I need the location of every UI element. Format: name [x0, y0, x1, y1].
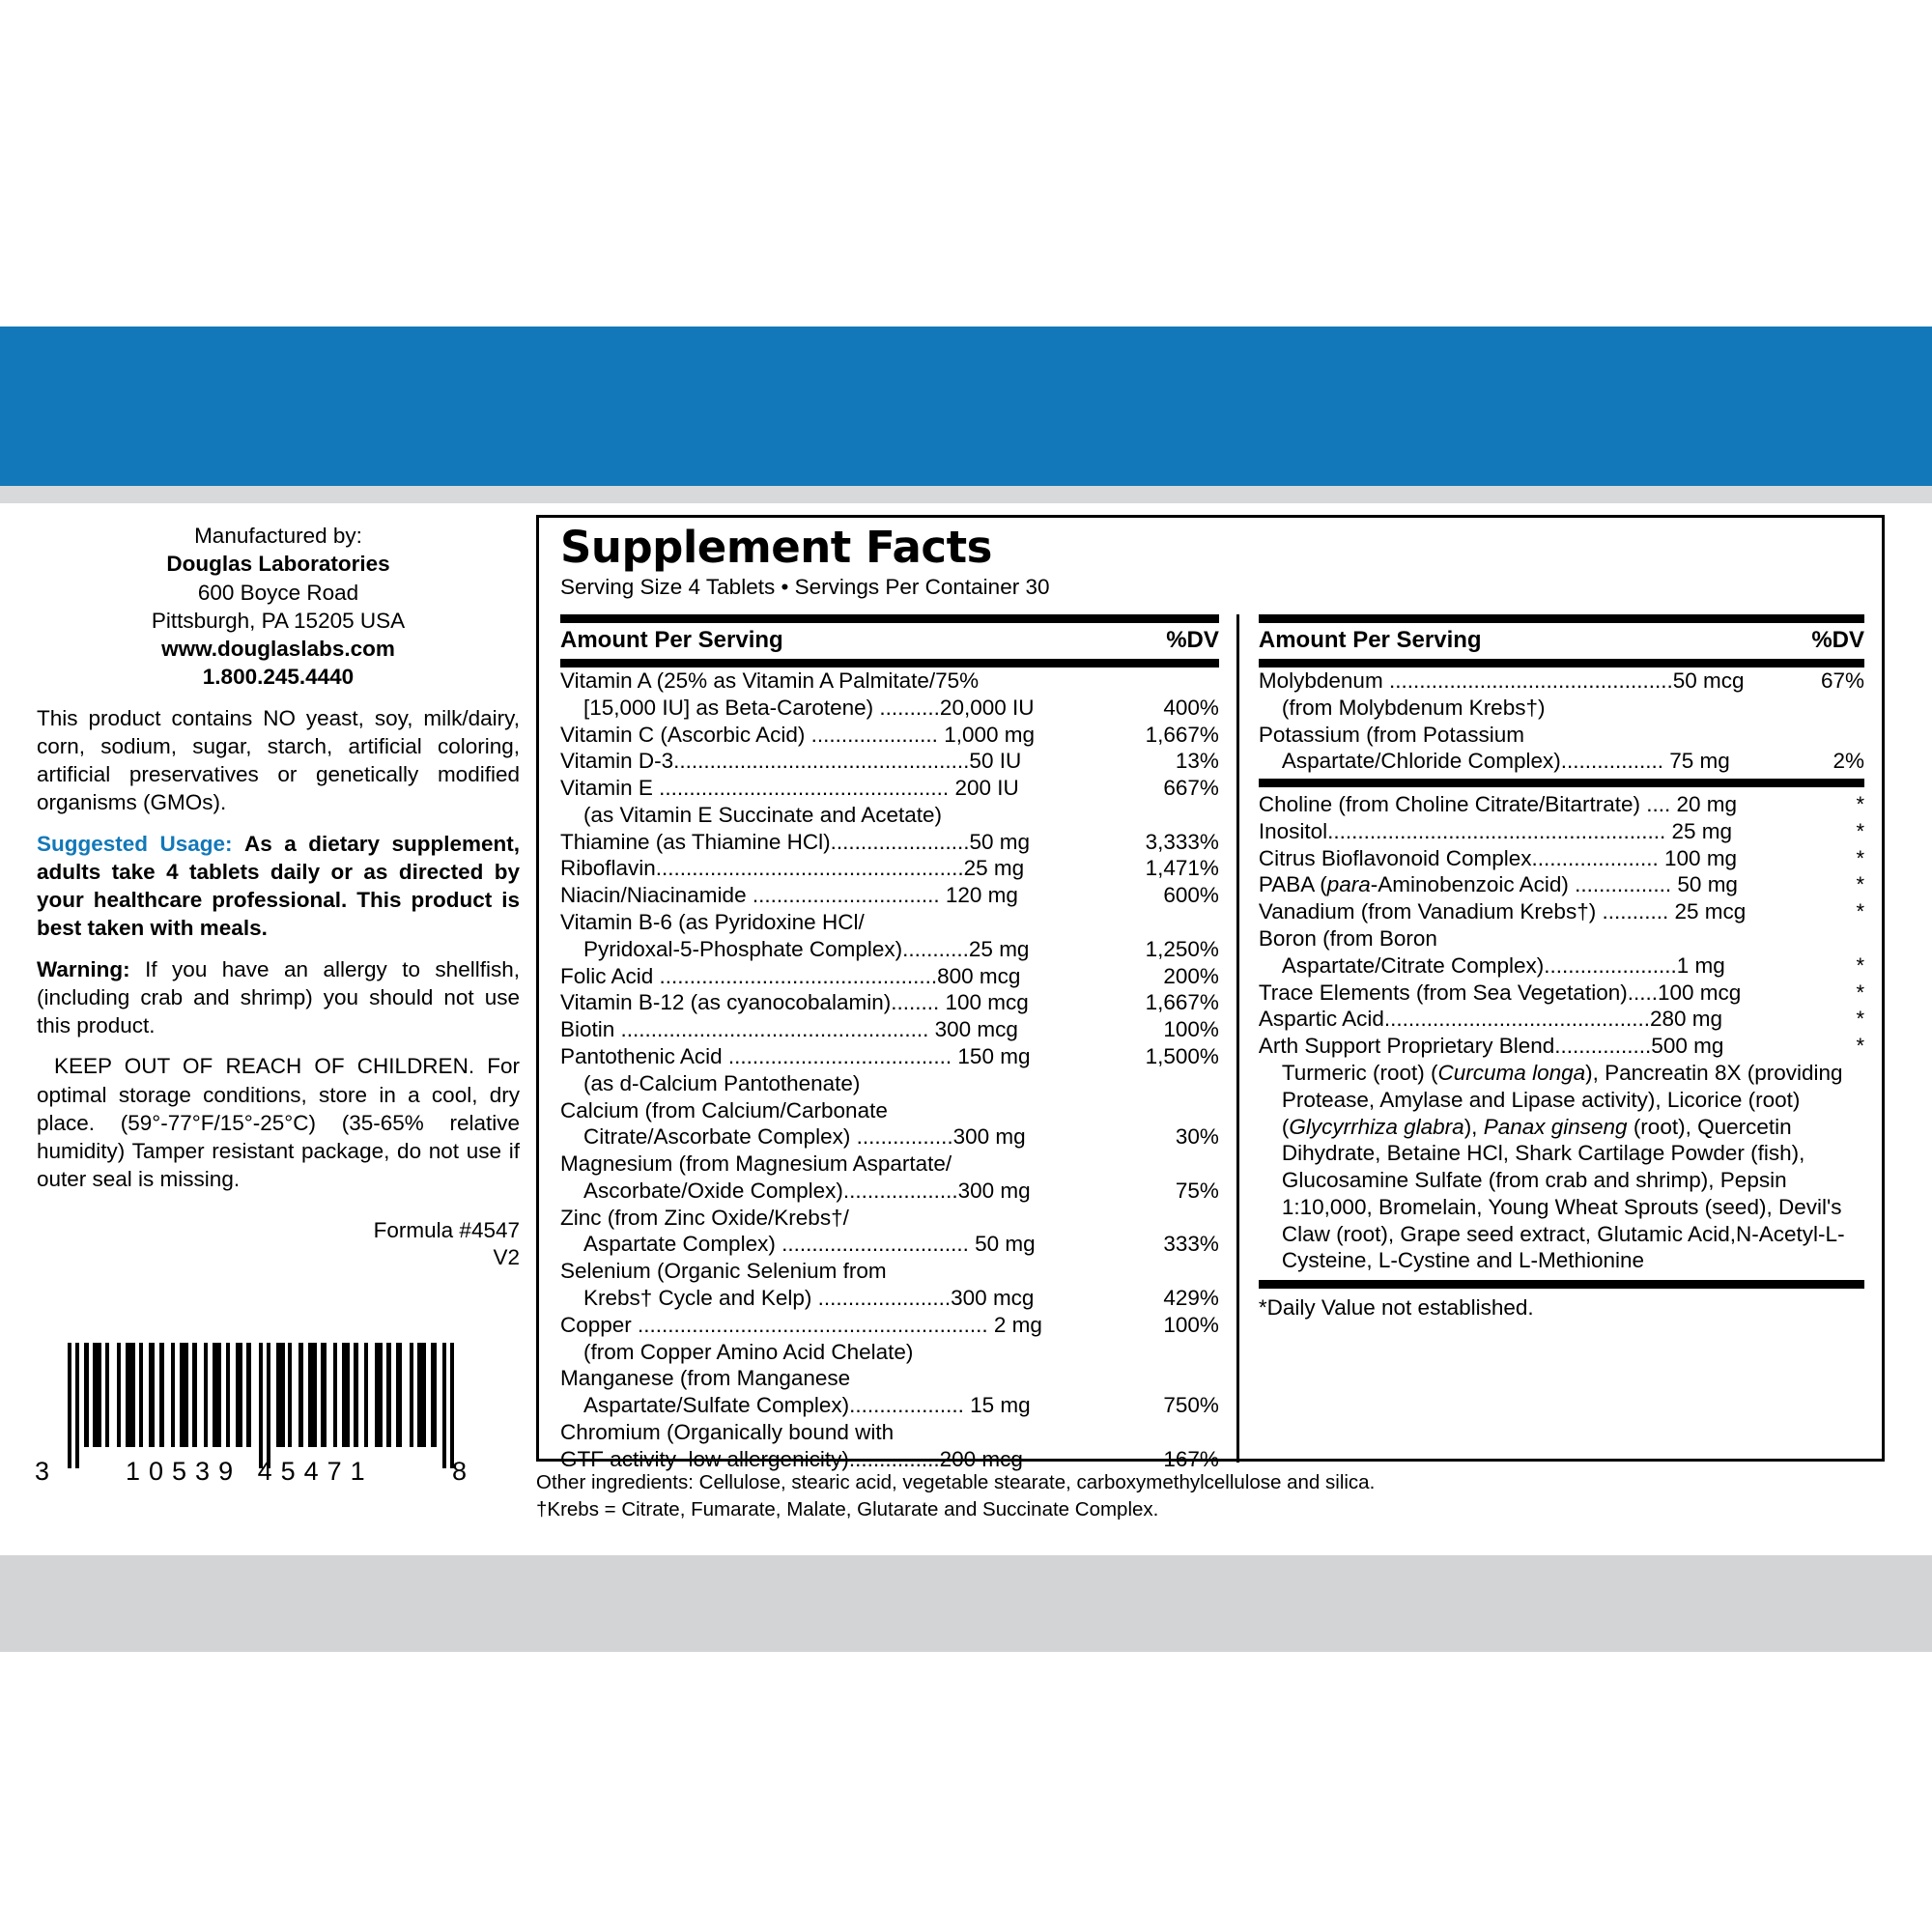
- nutrient-name: Vitamin A (25% as Vitamin A Palmitate/75%: [560, 668, 980, 693]
- dv-header-right: %DV: [1811, 627, 1864, 653]
- nutrient-row: [1259, 668, 1864, 695]
- grey-divider-bottom: [0, 1555, 1932, 1652]
- facts-columns: [539, 614, 1882, 1471]
- nutrient-name: GTF activity–low allergenicity)...............200 mcg: [560, 1446, 1023, 1471]
- nutrient-dv: 1,500%: [1145, 1043, 1219, 1068]
- nutrient-row: [560, 695, 1219, 722]
- barcode-bars: [68, 1343, 454, 1447]
- address-line-1: 600 Boyce Road: [197, 580, 359, 605]
- warning-text: If you have an allergy to shellfish, (including crab and shrimp) you should not use this product.: [37, 956, 520, 1037]
- nutrient-name: Aspartate Complex) ............................... 50 mg: [583, 1232, 1036, 1257]
- nutrient-name: Vitamin C (Ascorbic Acid) ..................... 1,000 mg: [560, 722, 1036, 747]
- amount-per-serving-header: Amount Per Serving: [560, 627, 783, 653]
- other-ingredients: Other ingredients: Cellulose, stearic acid, vegetable stearate, carboxymethylcellulose and silica.: [536, 1471, 1376, 1493]
- facts-list-right-group-1: [1259, 668, 1864, 775]
- nutrient-dv: 100%: [1163, 1017, 1219, 1042]
- nutrient-dv: *: [1856, 1034, 1864, 1059]
- nutrient-name: Boron (from Boron: [1258, 926, 1437, 952]
- nutrient-name: Copper .......................................................... 2 mg: [560, 1312, 1042, 1337]
- nutrient-name: Vanadium (from Vanadium Krebs†) ........... 25 mcg: [1258, 899, 1747, 924]
- nutrient-dv: *: [1856, 845, 1864, 870]
- nutrient-name: Aspartic Acid............................................280 mg: [1258, 1007, 1723, 1032]
- amount-per-serving-header-right: Amount Per Serving: [1258, 627, 1482, 653]
- nutrient-dv: 1,250%: [1145, 936, 1219, 961]
- nutrient-name: Vitamin B-6 (as Pyridoxine HCl/: [560, 910, 865, 935]
- nutrient-dv: 67%: [1820, 668, 1864, 693]
- nutrient-name: Citrus Bioflavonoid Complex..................... 100 mg: [1258, 845, 1738, 870]
- dv-header: %DV: [1166, 627, 1219, 653]
- nutrient-name: Aspartate/Sulfate Complex)................... 15 mg: [583, 1393, 1031, 1418]
- nutrient-row: [1259, 925, 1864, 952]
- nutrient-row: [1259, 952, 1864, 980]
- nutrient-row: [560, 1016, 1219, 1043]
- rule-mid-right: [1259, 779, 1864, 787]
- nutrient-row: [560, 855, 1219, 882]
- nutrient-dv: *: [1856, 792, 1864, 817]
- nutrient-dv: *: [1856, 980, 1864, 1005]
- nutrient-name: Chromium (Organically bound with: [560, 1419, 895, 1444]
- nutrient-dv: *: [1856, 899, 1864, 924]
- nutrient-row: [560, 1231, 1219, 1258]
- nutrient-name: Zinc (from Zinc Oxide/Krebs†/: [560, 1205, 849, 1230]
- nutrient-dv: 167%: [1163, 1446, 1219, 1471]
- facts-header-right: [1259, 623, 1864, 659]
- nutrient-name: Biotin ................................................... 300 mcg: [560, 1017, 1018, 1042]
- nutrient-name: Pantothenic Acid ..................................... 150 mg: [560, 1043, 1031, 1068]
- manufacturer-panel: [37, 522, 520, 1271]
- nutrient-dv: 100%: [1163, 1312, 1219, 1337]
- nutrient-name: PABA (para-Aminobenzoic Acid) ................ 50 mg: [1258, 872, 1738, 897]
- nutrient-row: [560, 668, 1219, 695]
- nutrient-row: [560, 748, 1219, 775]
- nutrient-row: [560, 775, 1219, 802]
- suggested-usage-heading: Suggested Usage:: [37, 831, 233, 856]
- nutrient-name: Selenium (Organic Selenium from: [560, 1259, 887, 1284]
- rule-thick-right-2: [1259, 659, 1864, 668]
- nutrient-row: [560, 1258, 1219, 1285]
- nutrient-row: [560, 802, 1219, 829]
- nutrient-dv: 750%: [1163, 1393, 1219, 1418]
- nutrient-row: [560, 1178, 1219, 1205]
- nutrient-name: Riboflavin...................................................25 mg: [560, 856, 1025, 881]
- ingredients-footnotes: [536, 1469, 1889, 1522]
- manufactured-by-label: Manufactured by:: [194, 524, 362, 548]
- nutrient-row: [560, 1312, 1219, 1339]
- serving-size-line: Serving Size 4 Tablets • Servings Per Container 30: [560, 575, 1050, 599]
- nutrient-dv: 1,667%: [1145, 722, 1219, 747]
- nutrient-dv: 667%: [1163, 776, 1219, 801]
- barcode-left-digit: 3: [35, 1457, 51, 1486]
- nutrient-dv: 400%: [1163, 695, 1219, 720]
- facts-column-left: [539, 614, 1236, 1471]
- formula-version: V2: [493, 1244, 520, 1269]
- nutrient-name: Aspartate/Chloride Complex)................. 75 mg: [1281, 749, 1730, 774]
- warning-heading: Warning:: [37, 956, 130, 981]
- nutrient-name: (from Molybdenum Krebs†): [1281, 695, 1546, 720]
- nutrient-row: [560, 1070, 1219, 1097]
- barcode-main-digits: 10539 45471: [126, 1457, 374, 1486]
- nutrient-row: [560, 1365, 1219, 1392]
- nutrient-dv: *: [1856, 952, 1864, 978]
- facts-list-left: [560, 668, 1219, 1472]
- nutrient-name: Krebs† Cycle and Kelp) ......................300 mcg: [583, 1285, 1035, 1310]
- nutrient-name: (as d-Calcium Pantothenate): [583, 1070, 861, 1095]
- nutrient-dv: 30%: [1175, 1124, 1219, 1150]
- nutrient-dv: 429%: [1163, 1285, 1219, 1310]
- nutrient-dv: 1,667%: [1145, 990, 1219, 1015]
- nutrient-row: [560, 909, 1219, 936]
- nutrient-name: Vitamin B-12 (as cyanocobalamin)........ 100 mcg: [560, 990, 1029, 1015]
- nutrient-name: Niacin/Niacinamide ............................... 120 mg: [560, 883, 1018, 908]
- rule-thick-left: [560, 614, 1219, 623]
- nutrient-name: Pyridoxal-5-Phosphate Complex)...........25 mg: [583, 936, 1030, 961]
- nutrient-dv: *: [1856, 872, 1864, 897]
- nutrient-name: Folic Acid ..............................................800 mcg: [560, 963, 1021, 988]
- nutrient-name: Choline (from Choline Citrate/Bitartrate) .... 20 mg: [1258, 792, 1738, 817]
- nutrient-name: Aspartate/Citrate Complex)......................1 mg: [1281, 952, 1725, 978]
- nutrient-name: Citrate/Ascorbate Complex) ................300 mg: [583, 1124, 1026, 1150]
- grey-divider-top: [0, 486, 1932, 503]
- nutrient-row: [560, 1392, 1219, 1419]
- company-name: Douglas Laboratories: [166, 552, 390, 577]
- nutrient-dv: *: [1856, 1007, 1864, 1032]
- nutrient-name: Thiamine (as Thiamine HCl).......................50 mg: [560, 829, 1030, 854]
- phone-number[interactable]: 1.800.245.4440: [202, 665, 355, 690]
- rule-thick-left-2: [560, 659, 1219, 668]
- nutrient-row: [1259, 980, 1864, 1007]
- nutrient-row: [1259, 791, 1864, 818]
- nutrient-row: [560, 1043, 1219, 1070]
- rule-thick-right: [1259, 614, 1864, 623]
- warning-block: [37, 955, 520, 1040]
- nutrient-row: [1259, 722, 1864, 749]
- nutrient-row: [560, 1151, 1219, 1178]
- address-line-2: Pittsburgh, PA 15205 USA: [151, 608, 406, 633]
- nutrient-row: [1259, 818, 1864, 845]
- nutrient-row: [560, 1339, 1219, 1366]
- brand-color-band: [0, 327, 1932, 486]
- nutrient-row: [560, 1097, 1219, 1124]
- website-link[interactable]: www.douglaslabs.com: [161, 637, 395, 661]
- formula-number: Formula #4547: [373, 1217, 520, 1242]
- krebs-note: †Krebs = Citrate, Fumarate, Malate, Glutarate and Succinate Complex.: [536, 1497, 1159, 1520]
- nutrient-name: [15,000 IU] as Beta-Carotene) ..........20,000 IU: [583, 695, 1035, 720]
- barcode: [19, 1343, 502, 1497]
- formula-block: [37, 1217, 520, 1271]
- nutrient-dv: 3,333%: [1145, 829, 1219, 854]
- proprietary-blend-ingredients: Turmeric (root) (Curcuma longa), Pancreatin 8X (providing Protease, Amylase and Lipase activity), Licorice (root) (Glycyrrhiza glabra), Panax ginseng (root), Quercetin Dihydrate, Betaine HCl, Shark Cartilage Powder (fish), Glucosamine Sulfate (from crab and shrimp), Pepsin 1:10,000, Bromelain, Young Wheat Sprouts (seed), Devil's Claw (root), Grape seed extract, Glutamic Acid,N-Acetyl-L-Cysteine, L-Cystine and L-Methionine: [1281, 1060, 1845, 1273]
- nutrient-dv: 1,471%: [1145, 856, 1219, 881]
- nutrient-row: [560, 882, 1219, 909]
- nutrient-row: [1259, 845, 1864, 872]
- nutrient-dv: *: [1856, 818, 1864, 843]
- free-of-statement: This product contains NO yeast, soy, milk/dairy, corn, sodium, sugar, starch, artificial coloring, artificial preservatives or genetically modified organisms (GMOs).: [37, 705, 520, 815]
- suggested-usage-block: [37, 830, 520, 943]
- nutrient-name: Potassium (from Potassium: [1258, 722, 1524, 747]
- daily-value-note: *Daily Value not established.: [1258, 1295, 1534, 1321]
- nutrient-row: [560, 1285, 1219, 1312]
- nutrient-dv: 333%: [1163, 1232, 1219, 1257]
- nutrient-row: [1259, 1006, 1864, 1033]
- nutrient-row: [560, 1205, 1219, 1232]
- facts-header-left: [560, 623, 1219, 659]
- facts-list-right-group-2: [1259, 791, 1864, 1274]
- supplement-facts-title: Supplement Facts: [560, 522, 992, 573]
- nutrient-row: [1259, 1033, 1864, 1060]
- nutrient-name: Magnesium (from Magnesium Aspartate/: [560, 1151, 952, 1177]
- nutrient-name: Calcium (from Calcium/Carbonate: [560, 1097, 888, 1122]
- nutrient-name: Inositol........................................................ 25 mg: [1258, 818, 1733, 843]
- supplement-facts-panel: [536, 515, 1885, 1471]
- nutrient-dv: 200%: [1163, 963, 1219, 988]
- rule-thick-right-footer: [1259, 1280, 1864, 1289]
- nutrient-row: [560, 936, 1219, 963]
- nutrient-row: [560, 1123, 1219, 1151]
- nutrient-row: [1259, 695, 1864, 722]
- nutrient-dv: 13%: [1175, 749, 1219, 774]
- suggested-usage-text: As a dietary supplement, adults take 4 tablets daily or as directed by your healthcare professional. This product is best taken with meals.: [37, 831, 520, 941]
- nutrient-row: [560, 829, 1219, 856]
- facts-column-right: [1236, 614, 1882, 1463]
- nutrient-name: (as Vitamin E Succinate and Acetate): [583, 802, 943, 827]
- nutrient-dv: 2%: [1833, 749, 1864, 774]
- nutrient-name: Trace Elements (from Sea Vegetation).....100 mcg: [1258, 980, 1742, 1005]
- nutrient-name: Molybdenum ...............................................50 mcg: [1258, 668, 1745, 693]
- nutrient-name: Ascorbate/Oxide Complex)...................300 mg: [583, 1178, 1031, 1203]
- nutrient-row: [560, 1419, 1219, 1446]
- nutrient-row: [1259, 898, 1864, 925]
- nutrient-dv: 600%: [1163, 883, 1219, 908]
- nutrient-name: Manganese (from Manganese: [560, 1366, 851, 1391]
- storage-text: KEEP OUT OF REACH OF CHILDREN. For optimal storage conditions, store in a cool, dry place. (59°-77°F/15°-25°C) (35-65% relative humidity) Tamper resistant package, do not use if outer seal is missing.: [37, 1054, 520, 1192]
- nutrient-row: [560, 722, 1219, 749]
- nutrient-dv: 75%: [1175, 1178, 1219, 1203]
- nutrient-name: Arth Support Proprietary Blend................500 mg: [1258, 1034, 1724, 1059]
- nutrient-row: [1259, 871, 1864, 898]
- nutrient-row: [1259, 748, 1864, 775]
- nutrient-row: [560, 963, 1219, 990]
- nutrient-name: (from Copper Amino Acid Chelate): [583, 1339, 914, 1364]
- nutrient-row: [560, 989, 1219, 1016]
- nutrient-name: Vitamin E ................................................ 200 IU: [560, 776, 1019, 801]
- nutrient-name: Vitamin D-3.................................................50 IU: [560, 749, 1022, 774]
- barcode-right-digit: 8: [452, 1457, 469, 1486]
